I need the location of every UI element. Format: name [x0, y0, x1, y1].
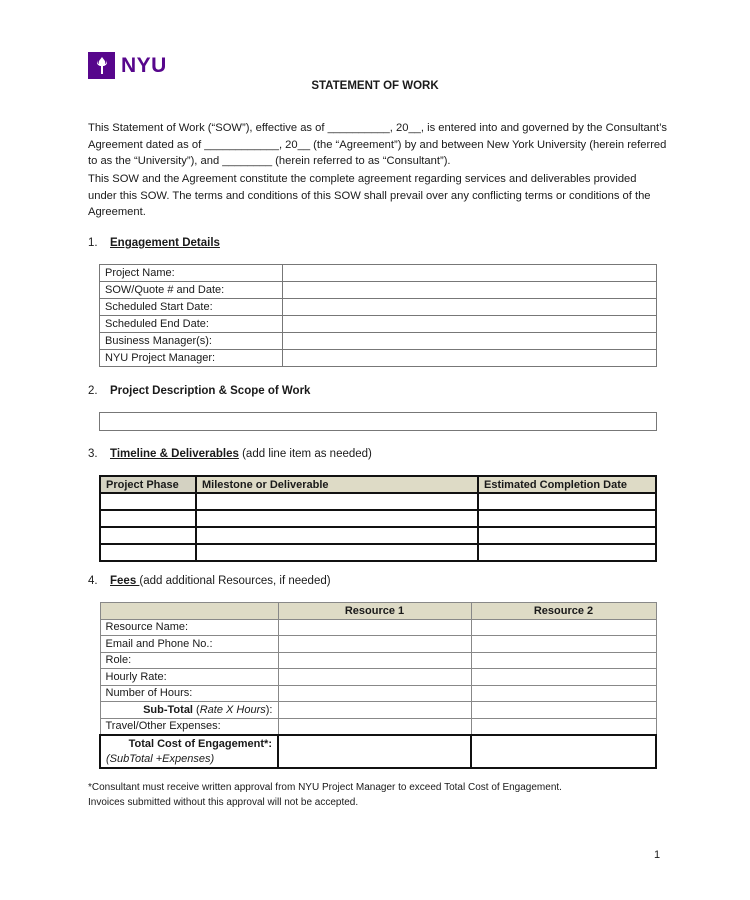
section-number: 4. [88, 575, 98, 587]
completion-date-cell[interactable] [478, 510, 656, 527]
resource-1-subtotal-field[interactable] [278, 702, 471, 719]
nyu-wordmark: NYU [121, 53, 167, 77]
completion-date-cell[interactable] [478, 544, 656, 561]
table-row [100, 544, 656, 561]
subtotal-label-formula: Rate X Hours [199, 703, 266, 716]
column-header: Milestone or Deliverable [196, 476, 478, 493]
resource-2-role-field[interactable] [471, 652, 656, 669]
milestone-cell[interactable] [196, 544, 478, 561]
resource-2-hours-field[interactable] [471, 685, 656, 702]
resource-2-contact-field[interactable] [471, 636, 656, 653]
resource-1-expenses-field[interactable] [278, 718, 471, 735]
page-number: 1 [654, 849, 661, 861]
timeline-deliverables-table [99, 475, 657, 562]
footnote-line-2: Invoices submitted without this approval will not be accepted. [88, 797, 359, 808]
resource-1-hours-field[interactable] [278, 685, 471, 702]
section-note: (add additional Resources, if needed) [139, 575, 331, 587]
page-title: STATEMENT OF WORK [311, 80, 439, 92]
table-row [100, 718, 656, 735]
section-number: 2. [88, 385, 98, 397]
row-label: Hourly Rate: [100, 669, 278, 686]
project-name-field[interactable] [283, 265, 657, 282]
subtotal-label-end: ): [265, 703, 273, 716]
column-header-blank [100, 603, 278, 620]
row-label: SOW/Quote # and Date: [100, 282, 283, 299]
sow-quote-field[interactable] [283, 282, 657, 299]
completion-date-cell[interactable] [478, 493, 656, 510]
table-row [100, 636, 656, 653]
table-row [100, 527, 656, 544]
column-header: Resource 1 [278, 603, 471, 620]
resource-1-rate-field[interactable] [278, 669, 471, 686]
phase-cell[interactable] [100, 510, 196, 527]
row-label: Scheduled Start Date: [100, 299, 283, 316]
milestone-cell[interactable] [196, 493, 478, 510]
resource-2-name-field[interactable] [471, 619, 656, 636]
row-label: Travel/Other Expenses: [100, 718, 278, 735]
table-header-row [100, 603, 656, 620]
phase-cell[interactable] [100, 493, 196, 510]
row-label: Business Manager(s): [100, 333, 283, 350]
section-title: Timeline & Deliverables [110, 448, 239, 460]
end-date-field[interactable] [283, 316, 657, 333]
resource-2-subtotal-field[interactable] [471, 702, 656, 719]
section-number: 1. [88, 237, 98, 249]
column-header: Project Phase [100, 476, 196, 493]
table-row [100, 333, 657, 350]
section-engagement-heading [88, 237, 220, 249]
column-header: Resource 2 [471, 603, 656, 620]
nyu-logo [88, 52, 167, 79]
section-title: Fees [110, 575, 140, 587]
nyu-project-manager-field[interactable] [283, 350, 657, 367]
row-label: Scheduled End Date: [100, 316, 283, 333]
table-row [100, 350, 657, 367]
table-row [100, 652, 656, 669]
section-timeline-heading [88, 448, 372, 460]
resource-2-rate-field[interactable] [471, 669, 656, 686]
resource-1-role-field[interactable] [278, 652, 471, 669]
table-header-row [100, 476, 656, 493]
engagement-details-table [99, 264, 657, 367]
section-note: (add line item as needed) [238, 448, 372, 460]
table-row [100, 619, 656, 636]
phase-cell[interactable] [100, 544, 196, 561]
completion-date-cell[interactable] [478, 527, 656, 544]
start-date-field[interactable] [283, 299, 657, 316]
section-description-heading [88, 385, 310, 397]
intro-paragraph-2: This SOW and the Agreement constitute the complete agreement regarding services and deliverables provided under this SOW. The terms and conditions of this SOW shall prevail over any conflicting terms or conditions of the Agreement. [88, 173, 651, 218]
row-label: Email and Phone No.: [100, 636, 278, 653]
row-label: Role: [100, 652, 278, 669]
table-row [100, 265, 657, 282]
fees-table [99, 602, 657, 769]
footnote-line-1: *Consultant must receive written approval from NYU Project Manager to exceed Total Cost of Engagement. [88, 782, 562, 793]
subtotal-label-bold: Sub-Total [143, 703, 193, 716]
subtotal-label [100, 702, 278, 719]
resource-2-expenses-field[interactable] [471, 718, 656, 735]
resource-1-contact-field[interactable] [278, 636, 471, 653]
table-row [100, 702, 656, 719]
total-sublabel: (SubTotal +Expenses) [100, 752, 278, 769]
table-row [100, 316, 657, 333]
table-row [100, 299, 657, 316]
subtotal-label-paren: ( [193, 703, 200, 716]
total-label: Total Cost of Engagement*: [100, 735, 278, 752]
section-title: Project Description & Scope of Work [110, 385, 311, 397]
nyu-torch-icon [88, 52, 115, 79]
resource-1-name-field[interactable] [278, 619, 471, 636]
section-fees-heading [88, 575, 331, 587]
row-label: NYU Project Manager: [100, 350, 283, 367]
project-description-field[interactable] [99, 412, 657, 431]
resource-2-total-field[interactable] [471, 735, 656, 768]
milestone-cell[interactable] [196, 510, 478, 527]
row-label: Project Name: [100, 265, 283, 282]
phase-cell[interactable] [100, 527, 196, 544]
intro-paragraph-1: This Statement of Work (“SOW”), effective as of __________, 20__, is entered into and governed by the Consultant’s Agreement dated as of ____________, 20__ (the “Agreement”) by and between New York University (herein referred to as the “University”), and ________ (herein referred to as “Consultant”). [88, 122, 667, 167]
table-row [100, 685, 656, 702]
table-row [100, 493, 656, 510]
table-row [100, 510, 656, 527]
section-title: Engagement Details [110, 237, 220, 249]
column-header: Estimated Completion Date [478, 476, 656, 493]
table-row [100, 669, 656, 686]
business-manager-field[interactable] [283, 333, 657, 350]
section-number: 3. [88, 448, 98, 460]
row-label: Resource Name: [100, 619, 278, 636]
milestone-cell[interactable] [196, 527, 478, 544]
footnote [88, 780, 562, 810]
total-row [100, 735, 656, 752]
resource-1-total-field[interactable] [278, 735, 471, 768]
table-row [100, 282, 657, 299]
row-label: Number of Hours: [100, 685, 278, 702]
